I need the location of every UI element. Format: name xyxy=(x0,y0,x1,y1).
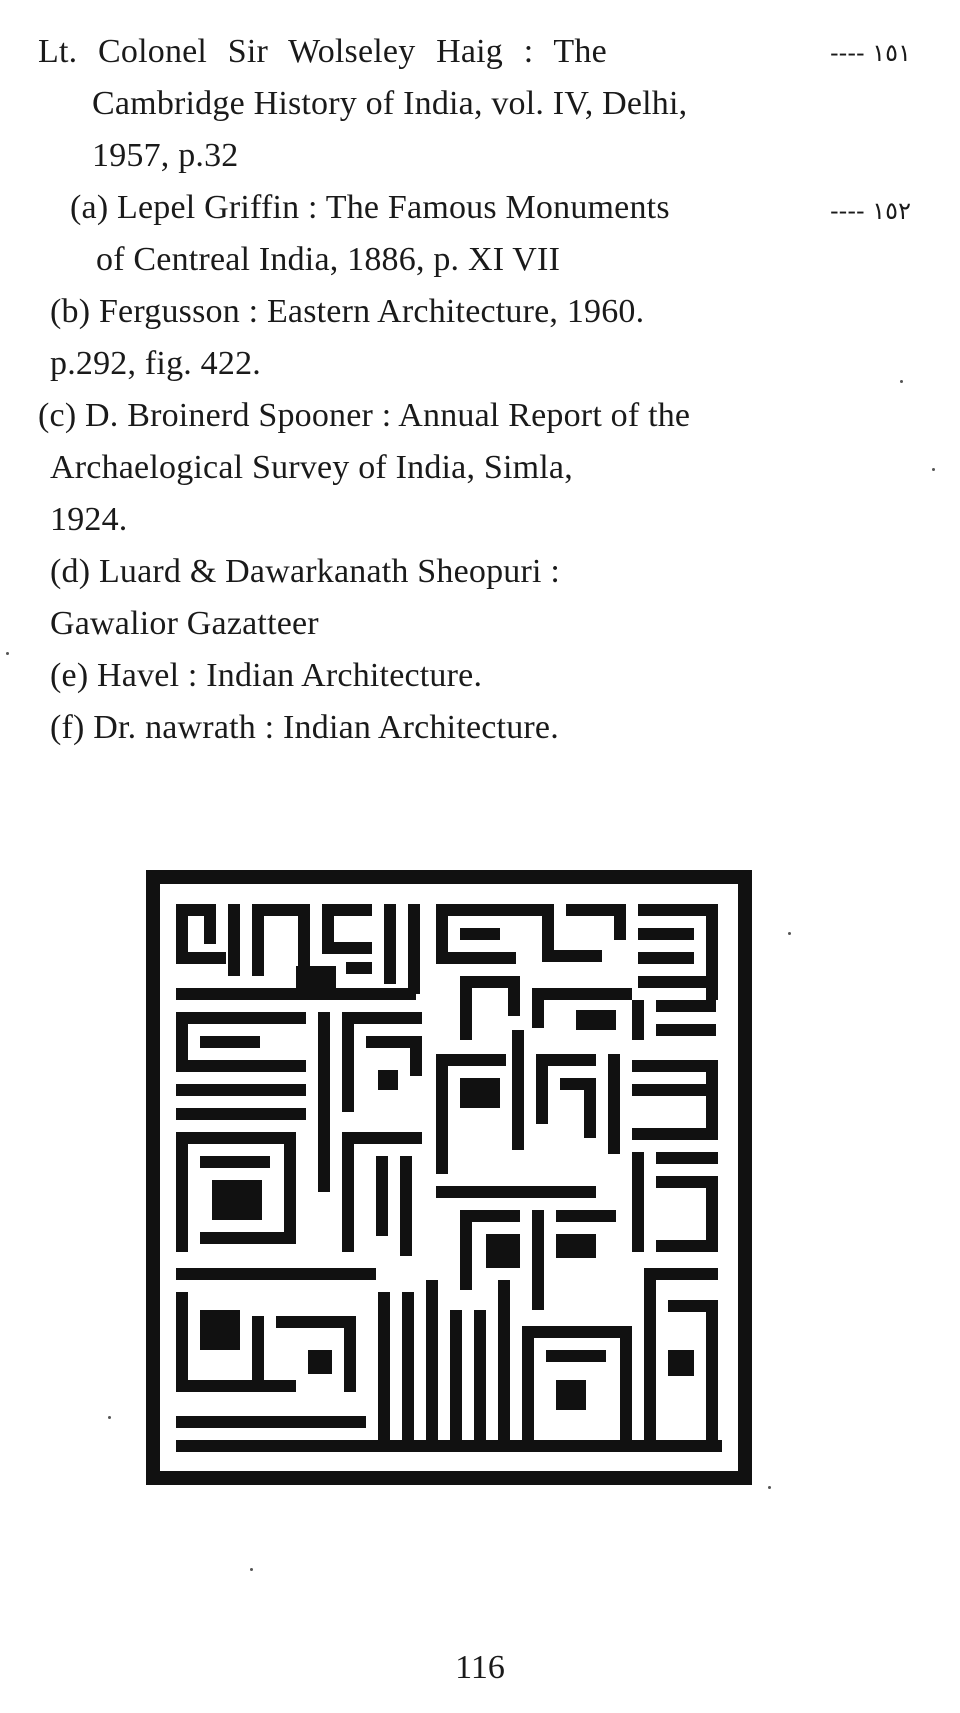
kufic-seal-graphic xyxy=(146,870,752,1485)
reference-line: (e) Havel : Indian Architecture. xyxy=(50,657,483,694)
scan-speck xyxy=(250,1568,253,1571)
reference-line: (a) Lepel Griffin : The Famous Monuments xyxy=(70,189,670,226)
footnote-marker: ---- ١٥٢ xyxy=(830,197,911,225)
scan-speck xyxy=(788,932,791,935)
reference-line: of Centreal India, 1886, p. XI VII xyxy=(96,241,561,278)
reference-line: (d) Luard & Dawarkanath Sheopuri : xyxy=(50,553,561,590)
reference-line: Cambridge History of India, vol. IV, Delhi, xyxy=(92,85,688,122)
reference-line: (f) Dr. nawrath : Indian Architecture. xyxy=(50,709,559,746)
scan-speck xyxy=(932,468,935,471)
reference-line: 1957, p.32 xyxy=(92,137,239,174)
reference-line: Lt. Colonel Sir Wolseley Haig : The xyxy=(38,33,607,70)
page-number: 116 xyxy=(455,1649,505,1686)
kufic-calligraphy-seal xyxy=(146,870,752,1485)
reference-line: Gawalior Gazatteer xyxy=(50,605,319,642)
reference-line: (c) D. Broinerd Spooner : Annual Report of the xyxy=(38,397,691,434)
scan-speck xyxy=(108,1416,111,1419)
scan-speck xyxy=(768,1486,771,1489)
reference-line: (b) Fergusson : Eastern Architecture, 1960. xyxy=(50,293,645,330)
reference-line: 1924. xyxy=(50,501,128,538)
scan-speck xyxy=(6,652,9,655)
scan-speck xyxy=(900,380,903,383)
reference-line: Archaelogical Survey of India, Simla, xyxy=(50,449,573,486)
reference-line: p.292, fig. 422. xyxy=(50,345,261,382)
footnote-marker: ---- ١٥١ xyxy=(830,39,911,67)
